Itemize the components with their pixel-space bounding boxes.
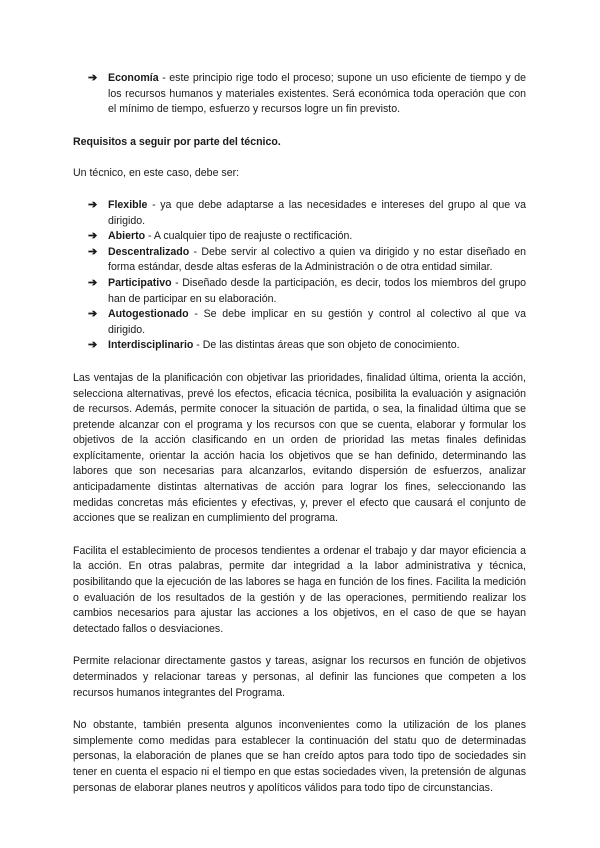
list-item-term: Economía xyxy=(108,72,159,84)
list-item xyxy=(73,307,526,338)
list-item-term: Descentralizado xyxy=(108,245,190,258)
list-item-text: - A cualquier tipo de reajuste o rectificación. xyxy=(145,230,353,243)
list-item xyxy=(73,276,526,307)
body-paragraph: Permite relacionar directamente gastos y tareas, asignar los recursos en función de objetivos determinados y relacionar tareas y personas, al definir las funciones que competen a los recursos humanos integrantes del Programa. xyxy=(73,655,526,699)
list-item-term: Participativo xyxy=(108,276,172,289)
body-paragraph: No obstante, también presenta algunos inconvenientes como la utilización de los planes simplemente como medidas para establecer la continuación del statu quo de determinadas personas, la elaboración de planes que se han creído aptos para todo tipo de sociedades sin tener en cuenta el espacio ni el tiempo en que estas sociedades viven, la pretensión de algunas personas de elaborar planes neutros y apolíticos válidos para todo tipo de circunstancias. xyxy=(73,719,526,794)
arrow-bullet-icon: ➔ xyxy=(88,230,98,243)
arrow-bullet-icon: ➔ xyxy=(88,245,98,258)
requirements-list xyxy=(73,198,526,354)
list-item-text: - este principio rige todo el proceso; supone un uso eficiente de tiempo y de los recursos humanos y materiales existentes. Será económica toda operación que con el mínimo de tiempo, esfuerzo y recursos logre un fin previsto. xyxy=(108,72,526,116)
list-item xyxy=(73,198,526,229)
list-item-term: Flexible xyxy=(108,198,148,211)
arrow-bullet-icon: ➔ xyxy=(88,308,98,321)
list-item-term: Autogestionado xyxy=(108,308,189,321)
arrow-bullet-icon: ➔ xyxy=(88,276,98,289)
body-paragraph: Las ventajas de la planificación con objetivar las prioridades, finalidad última, orienta la acción, selecciona alternativas, prevé los efectos, eficacia técnica, posibilita la evaluación y asignación de recursos. Además, permite conocer la situación de partida, o sea, la finalidad última que se pretende alcanzar con el programa y los recursos con que se cuenta, elaborar y formular los objetivos de la acción clasificando en un orden de prioridad las metas finales definidas explícitamente, orientar la acción hacia los objetivos que se han definido, determinando las labores que son necesarias para alcanzarlos, evitando dispersión de esfuerzos, analizar anticipadamente distintas alternativas de acción para lograr los fines, seleccionando las medidas concretas más eficientes y efectivas, y, prever el efecto que causará el conjunto de acciones que se realizan en cumplimiento del programa. xyxy=(73,371,526,525)
list-item xyxy=(73,71,526,118)
list-item-term: Interdisciplinario xyxy=(108,339,194,352)
list-item xyxy=(73,229,526,245)
principles-list xyxy=(73,71,526,118)
arrow-bullet-icon: ➔ xyxy=(88,339,98,352)
list-item-text: - Se debe implicar en su gestión y control al colectivo al que va dirigido. xyxy=(108,308,526,336)
arrow-bullet-icon: ➔ xyxy=(88,72,98,84)
list-item-text: - ya que debe adaptarse a las necesidades e intereses del grupo al que va dirigido. xyxy=(108,198,526,227)
section-heading: Requisitos a seguir por parte del técnico. xyxy=(73,135,281,148)
list-item-text: - Debe servir al colectivo a quien va dirigido y no estar diseñado en forma estándar, desde altas esferas de la Administración o de otra entidad similar. xyxy=(108,245,526,274)
body-paragraph: Facilita el establecimiento de procesos tendientes a ordenar el trabajo y dar mayor eficiencia a la acción. En otras palabras, permite dar integridad a la labor administrativa y técnica, posibilitando que la ejecución de las labores se haga en función de los fines. Facilita la medición o evaluación de los resultados de la gestión y de las operaciones, permitiendo realizar los cambios necesarios para ajustar las acciones a los objetivos, en el caso de que se hayan detectado fallos o desviaciones. xyxy=(73,544,526,635)
list-item-text: - De las distintas áreas que son objeto de conocimiento. xyxy=(193,339,460,352)
document-body xyxy=(73,71,526,796)
list-item xyxy=(73,338,526,354)
list-item xyxy=(73,245,526,276)
list-item-text: - Diseñado desde la participación, es decir, todos los miembros del grupo han de participar en su elaboración. xyxy=(108,276,526,305)
list-item-term: Abierto xyxy=(108,230,146,243)
arrow-bullet-icon: ➔ xyxy=(88,198,98,211)
intro-text: Un técnico, en este caso, debe ser: xyxy=(73,167,240,180)
